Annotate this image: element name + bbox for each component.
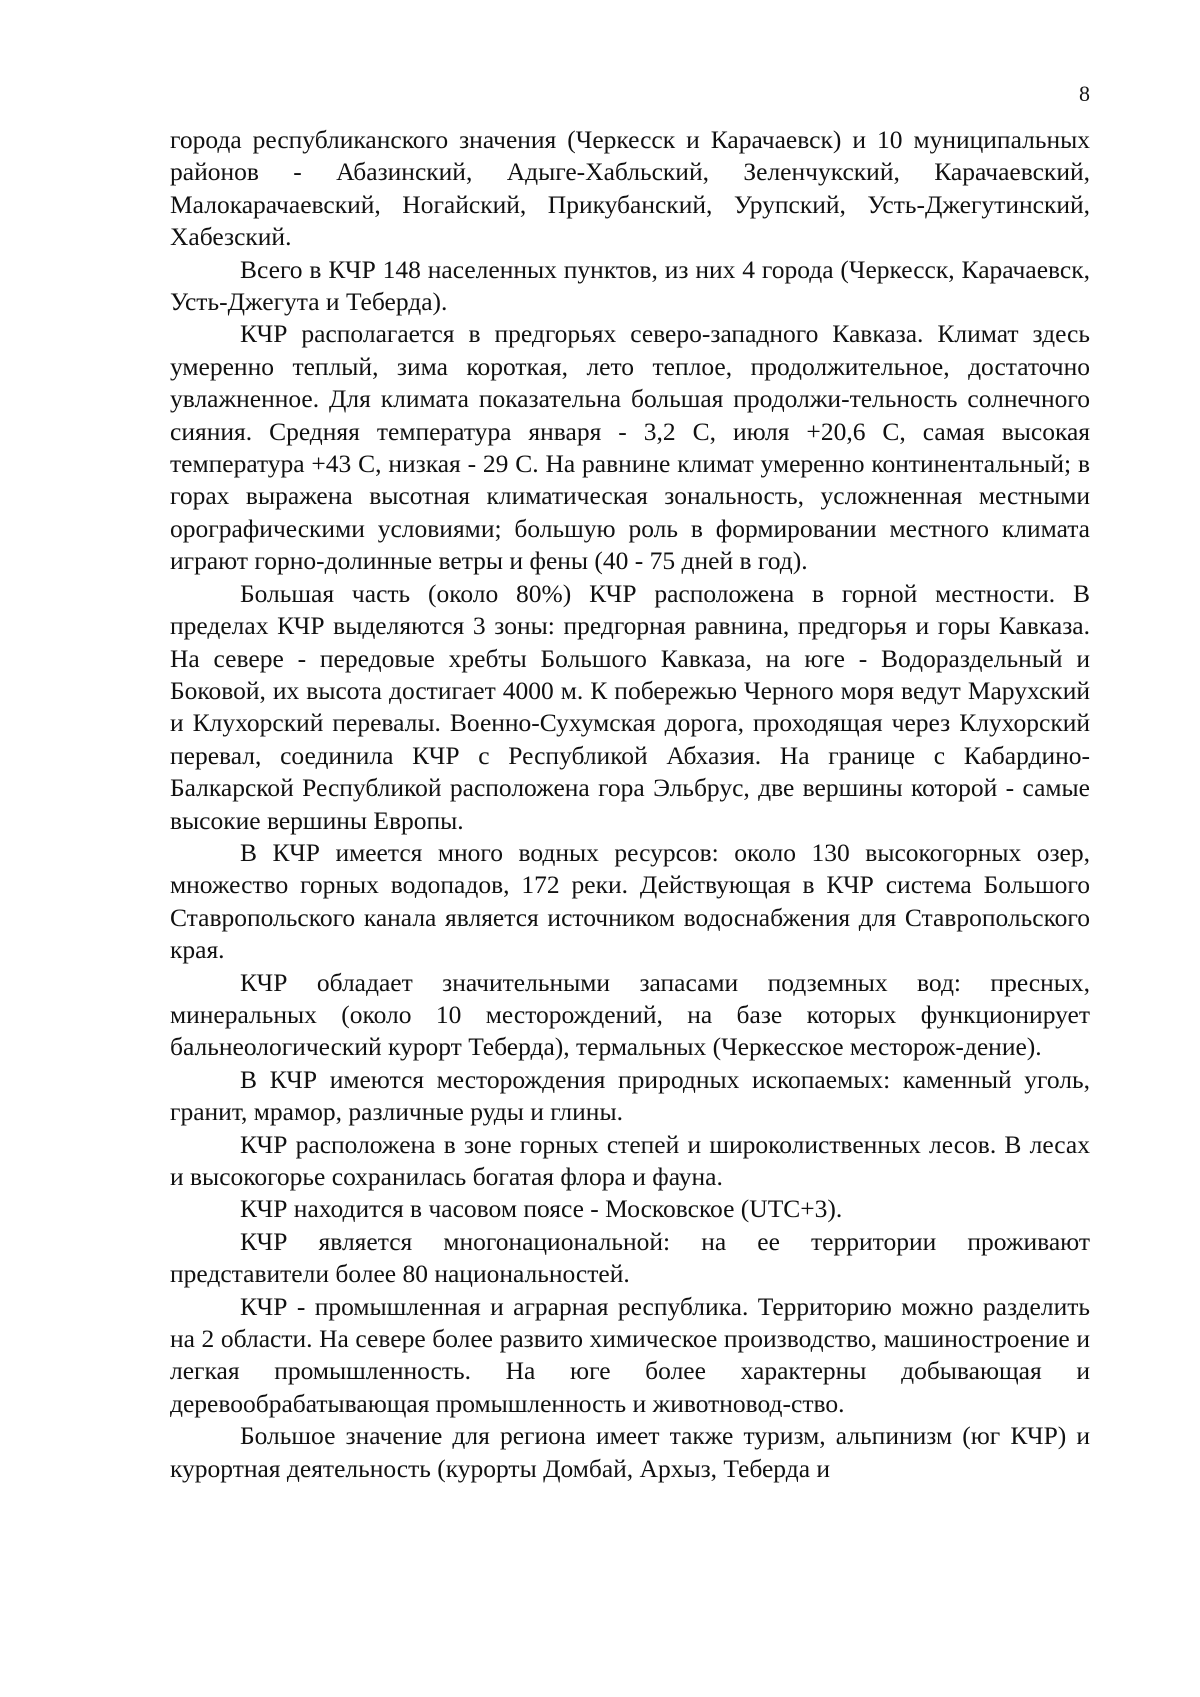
paragraph-time-zone: КЧР находится в часовом поясе - Московское (UTC+3). <box>240 1194 843 1224</box>
paragraph-nationalities: КЧР является многонациональной: на ее территории проживают представители более 80 национальностей. <box>170 1226 1090 1289</box>
paragraph-tourism: Большое значение для региона имеет также туризм, альпинизм (юг КЧР) и курортная деятельность (курорты Домбай, Архыз, Теберда и <box>170 1421 1090 1483</box>
paragraph-climate: КЧР располагается в предгорьях северо-западного Кавказа. Климат здесь умеренно теплый, зима короткая, лето теплое, продолжительное, достаточно увлажненное. Для климата показательна большая продолжи-тельность солнечного сияния. Средняя температура января - 3,2 С, июля +20,6 С, самая высокая температура +43 С, низкая - 29 С. На равнине климат умеренно континентальный; в горах выражена высотная климатическая зональность, усложненная местными орографическими условиями; большую роль в формировании местного климата играют горно-долинные ветры и фены (40 - 75 дней в год). <box>170 319 1090 576</box>
page-number: 8 <box>1079 81 1090 106</box>
paragraph-groundwater: КЧР обладает значительными запасами подземных вод: пресных, минеральных (около 10 месторождений, на базе которых функционирует бальнеологический курорт Теберда), термальных (Черкесское месторож-дение). <box>170 967 1090 1062</box>
paragraph-economy: КЧР - промышленная и аграрная республика. Территорию можно разделить на 2 области. На севере более развито химическое производство, машиностроение и легкая промышленность. На юге более характерны добывающая и деревообрабатывающая промышленность и животновод-ство. <box>170 1291 1090 1418</box>
paragraph-minerals: В КЧР имеются месторождения природных ископаемых: каменный уголь, гранит, мрамор, различные руды и глины. <box>170 1064 1090 1127</box>
paragraph-relief: Большая часть (около 80%) КЧР расположена в горной местности. В пределах КЧР выделяются 3 зоны: предгорная равнина, предгорья и горы Кавказа. На севере - передовые хребты Большого Кавказа, на юге - Водораздельный и Боковой, их высота достигает 4000 м. К побережью Черного моря ведут Марухский и Клухорский перевалы. Военно-Сухумская дорога, проходящая через Клухорский перевал, соединила КЧР с Республикой Абхазия. На границе с Кабардино-Балкарской Республикой расположена гора Эльбрус, две вершины которой - самые высокие вершины Европы. <box>170 578 1090 835</box>
paragraph-municipal-districts: города республиканского значения (Черкесск и Карачаевск) и 10 муниципальных районов - Абазинский, Адыге-Хабльский, Зеленчукский, Карачаевский, Малокарачаевский, Ногайский, Прикубанский, Урупский, Усть-Джегутинский, Хабезский. <box>170 125 1090 252</box>
paragraph-flora-fauna: КЧР расположена в зоне горных степей и широколиственных лесов. В лесах и высокогорье сохранилась богатая флора и фауна. <box>170 1129 1090 1191</box>
paragraph-settlements: Всего в КЧР 148 населенных пунктов, из них 4 города (Черкесск, Карачаевск, Усть-Джегута и Теберда). <box>170 254 1090 317</box>
body-text <box>170 124 1090 1485</box>
paragraph-water-resources: В КЧР имеется много водных ресурсов: около 130 высокогорных озер, множество горных водопадов, 172 реки. Действующая в КЧР система Большого Ставропольского канала является источником водоснабжения для Ставропольского края. <box>170 837 1090 965</box>
